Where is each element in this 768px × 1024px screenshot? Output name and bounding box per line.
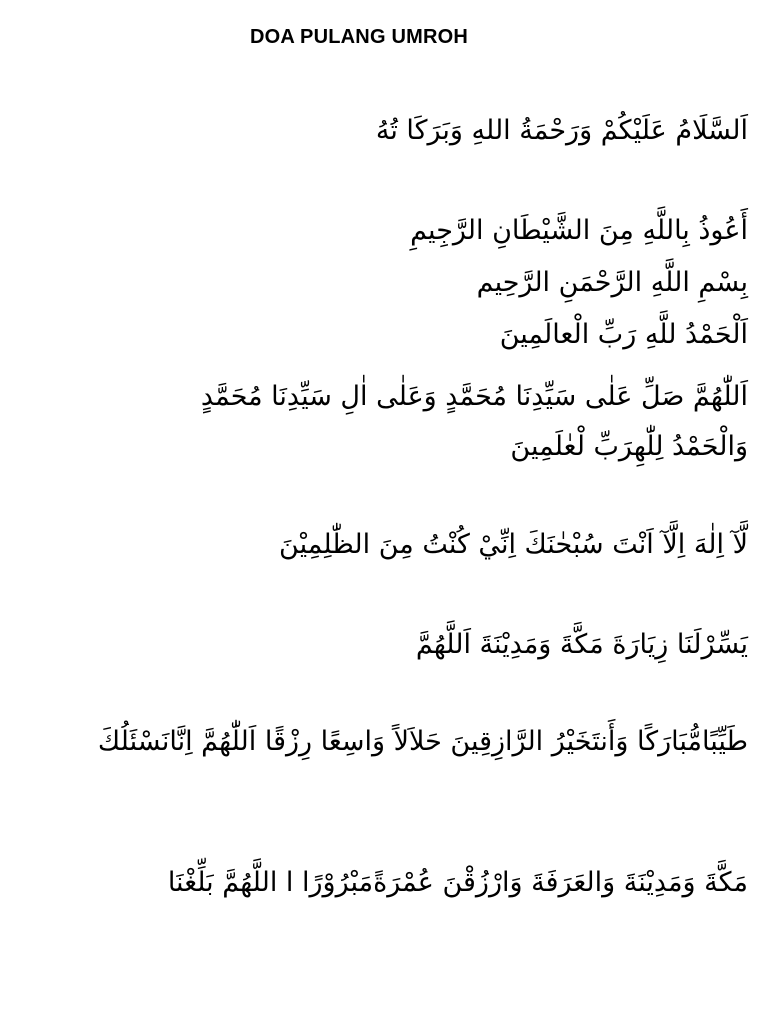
hamdalah-line-2: وَالْحَمْدُ لِلّٰهِرَبِّ لْعٰلَمِينَ [510,431,748,462]
taawudz-line: أَعُوذُ بِاللَّهِ مِنَ الشَّيْطَانِ الرَّجِيمِ [410,215,748,246]
tahlil-line: لَّآ اِلٰهَ اِلَّآ اَنْتَ سُبْحٰنَكَ اِنِّيْ كُنْتُ مِنَ الظّٰلِمِيْنَ [279,529,748,560]
hamdalah-line: اَلْحَمْدُ للَّهِ رَبِّ الْعالَمِينَ [499,319,748,350]
document-title: DOA PULANG UMROH [250,26,469,48]
salam-line: اَلسَّلَامُ عَلَيْكُمْ وَرَحْمَةُ اللهِ وَبَرَكَا تُهُ [375,115,748,146]
doa-ziarah-line: يَسِّرْلَنَا زِيَارَةَ مَكَّةَ وَمَدِيْنَةَ اَللَّهُمَّ [415,629,748,660]
basmalah-line: بِسْمِ اللَّهِ الرَّحْمَنِ الرَّحِيم [476,267,748,298]
doa-umroh-line: مَكَّةَ وَمَدِيْنَةَ وَالعَرَفَةَ وَارْزُقْنَ عُمْرَةًمَبْرُوْرًا ا اللَّهُمَّ بَلِّغْنَا [167,867,748,898]
shalawat-line: اَللّٰهُمَّ صَلِّ عَلٰى سَيِّدِنَا مُحَمَّدٍ وَعَلٰى اٰلِ سَيِّدِنَا مُحَمَّدٍ [200,381,748,412]
doa-rizki-paragraph: طَيِّبًامُّبَارَكًا وَأَنتَخَيْرُ الرَّازِقِينَ حَلاَلاً وَاسِعًا رِزْقًا اَللّٰهُمَّ اِنَّانَسْئَلُكَ [97,726,748,757]
